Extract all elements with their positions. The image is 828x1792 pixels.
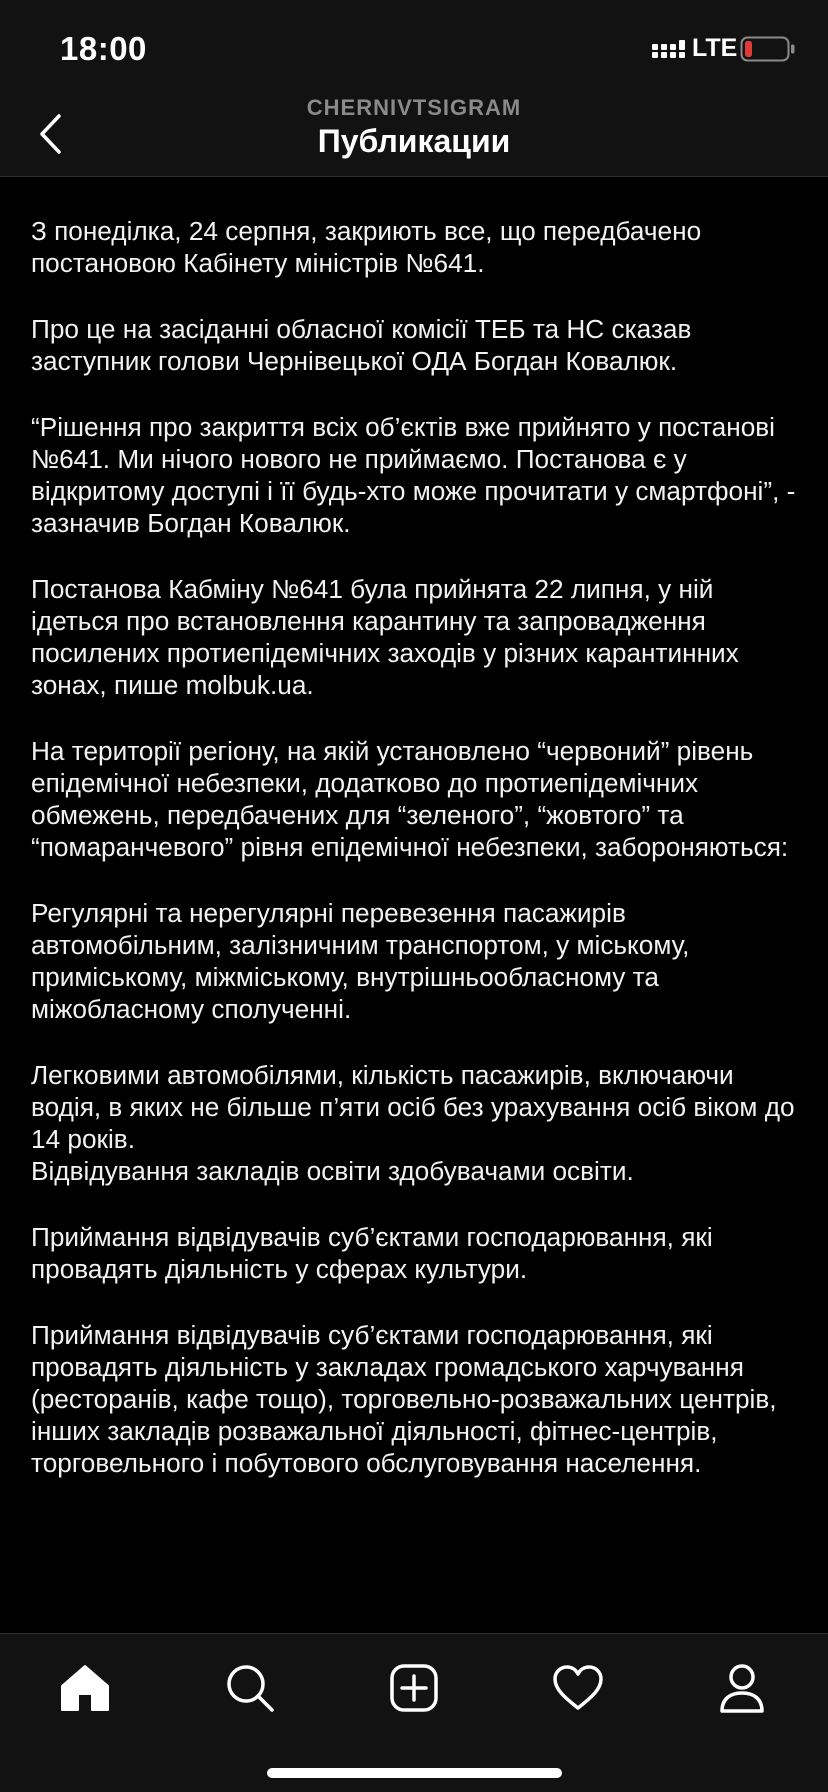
tab-profile[interactable] xyxy=(710,1656,774,1720)
tab-search[interactable] xyxy=(218,1656,282,1720)
caption-paragraph: Легковими автомобілями, кількість пасажирів, включаючи водія, в яких не більше п’яти осіб без урахування осіб віком до 14 років. Відвідування закладів освіти здобувачами освіти. xyxy=(31,1060,795,1186)
caption-paragraph: З понеділка, 24 серпня, закриють все, що передбачено постановою Кабінету міністрів №641. xyxy=(31,216,702,278)
post-caption xyxy=(31,215,801,1625)
search-icon xyxy=(224,1662,276,1714)
tab-home[interactable] xyxy=(53,1656,117,1720)
caption-paragraph: “Рішення про закриття всіх об’єктів вже прийнято у постанові №641. Ми нічого нового не приймаємо. Постанова є у відкритому доступі і її будь-хто може прочитати у смартфоні”, - зазначив Богдан Ковалюк. xyxy=(31,412,796,538)
caption-paragraph: Приймання відвідувачів суб’єктами господарювання, які провадять діяльність у закладах громадського харчування (ресторанів, кафе тощо), торговельно-розважальних центрів, інших закладів розважальної діяльності, фітнес-центрів, торговельного і побутового обслуговування населення. xyxy=(31,1320,777,1478)
battery-low-icon xyxy=(740,36,796,62)
tab-activity[interactable] xyxy=(546,1656,610,1720)
add-post-icon xyxy=(389,1663,439,1713)
home-indicator[interactable] xyxy=(267,1768,562,1778)
network-type: LTE xyxy=(692,34,738,62)
status-bar xyxy=(0,0,828,95)
account-name[interactable]: CHERNIVTSIGRAM xyxy=(306,95,522,120)
tab-new-post[interactable] xyxy=(382,1656,446,1720)
caption-paragraph: Регулярні та нерегулярні перевезення пасажирів автомобільним, залізничним транспортом, у міському, приміському, міжміському, внутрішньообласному та міжобласному сполученні. xyxy=(31,898,690,1024)
signal-icon xyxy=(652,40,686,60)
page-title: Публикации xyxy=(317,123,511,159)
caption-paragraph: Про це на засіданні обласної комісії ТЕБ та НС сказав заступник голови Чернівецької ОДА Богдан Ковалюк. xyxy=(31,314,692,376)
status-time: 18:00 xyxy=(60,30,147,67)
caption-paragraph: На території регіону, на якій установлено “червоний” рівень епідемічної небезпеки, додатково до протиепідемічних обмежень, передбачених для “зеленого”, “жовтого” та “помаранчевого” рівня епідемічної небезпеки, забороняються: xyxy=(31,736,789,862)
caption-paragraph: Постанова Кабміну №641 була прийнята 22 липня, у ній ідеться про встановлення карантину та запровадження посилених протиепідемічних заходів у різних карантинних зонах, пише molbuk.ua. xyxy=(31,574,739,700)
caption-paragraph: Приймання відвідувачів суб’єктами господарювання, які провадять діяльність у сферах культури. xyxy=(31,1222,713,1284)
profile-icon xyxy=(718,1662,766,1714)
nav-bar xyxy=(0,95,828,177)
heart-icon xyxy=(552,1664,604,1712)
home-icon xyxy=(60,1664,110,1712)
